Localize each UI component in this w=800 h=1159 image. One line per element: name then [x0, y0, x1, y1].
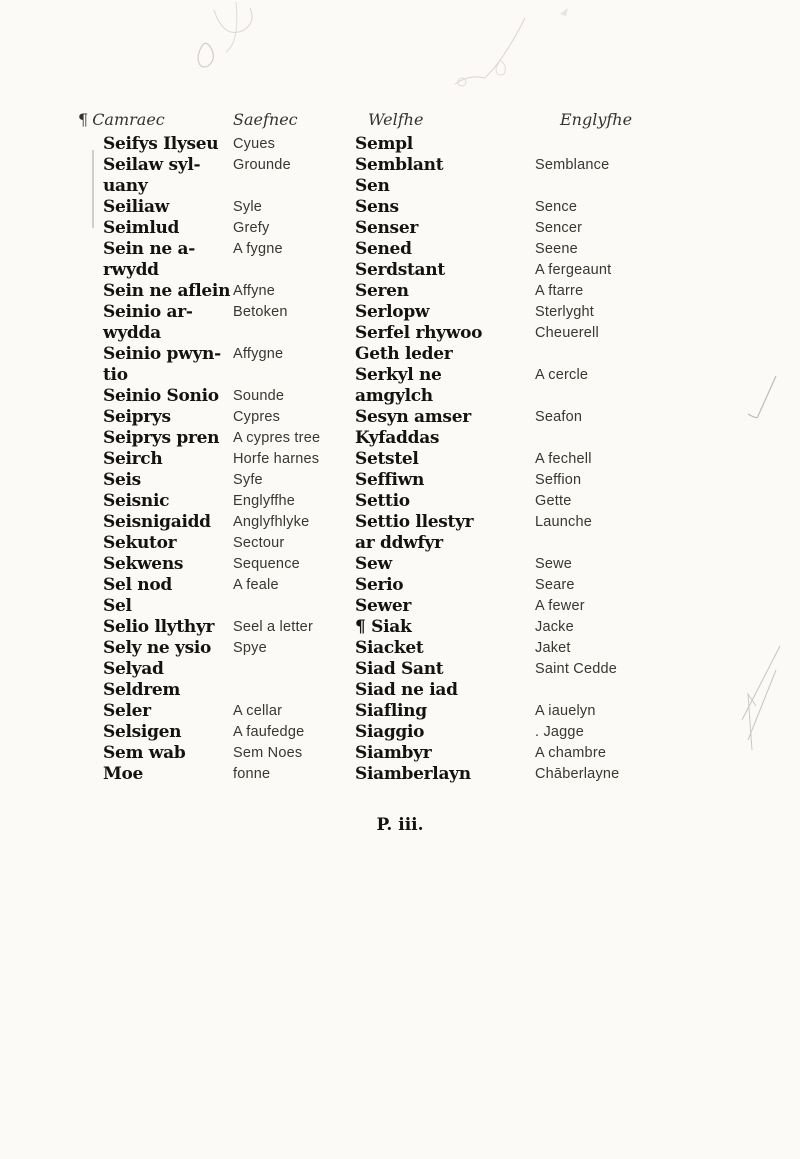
- table-row: [0, 491, 800, 512]
- welsh-term: Seirch: [103, 449, 163, 469]
- table-row: [0, 533, 800, 554]
- table-row: [0, 197, 800, 218]
- welsh-term-right: Sen: [355, 176, 390, 196]
- saxon-term: Seel a letter: [233, 619, 313, 635]
- welsh-term: Sekwens: [103, 554, 184, 574]
- welsh-term: Sel: [103, 596, 132, 616]
- welsh-term: Seilaw syl-: [103, 155, 201, 175]
- saxon-term: Cypres: [233, 409, 281, 425]
- saxon-term: Affyne: [233, 283, 276, 299]
- english-term: Seffion: [535, 472, 582, 488]
- welsh-term-right: Sens: [355, 197, 399, 217]
- table-row: [0, 659, 800, 680]
- english-term: Gette: [535, 493, 572, 509]
- welsh-term: Sein ne a-: [103, 239, 195, 259]
- english-term: A fechell: [535, 451, 592, 467]
- english-term: Sterlyght: [535, 304, 595, 320]
- table-row: [0, 575, 800, 596]
- column-headers: [0, 110, 800, 134]
- english-term: Chāberlayne: [535, 766, 620, 782]
- saxon-term: Cyues: [233, 136, 276, 152]
- saxon-term: Englyffhe: [233, 493, 295, 509]
- saxon-term: Spye: [233, 640, 267, 656]
- welsh-term-right: Siaggio: [355, 722, 425, 742]
- table-row: [0, 155, 800, 176]
- saxon-term: A fygne: [233, 241, 283, 257]
- welsh-term-right: Siad Sant: [355, 659, 444, 679]
- welsh-term-right: amgylch: [355, 386, 433, 406]
- page-signature: P. iii.: [376, 815, 424, 835]
- table-row: [0, 554, 800, 575]
- welsh-term-right: ¶ Siak: [355, 617, 412, 637]
- welsh-term-right: Serfel rhywoo: [355, 323, 483, 343]
- welsh-term: Selio llythyr: [103, 617, 215, 637]
- welsh-term-right: Siambyr: [355, 743, 432, 763]
- table-row: [0, 512, 800, 533]
- welsh-term-right: Semblant: [355, 155, 444, 175]
- welsh-term-right: Siamberlayn: [355, 764, 471, 784]
- welsh-term: Seisnigaidd: [103, 512, 211, 532]
- english-term: Seafon: [535, 409, 583, 425]
- table-row: [0, 281, 800, 302]
- welsh-term-right: Serdstant: [355, 260, 445, 280]
- saxon-term: A faufedge: [233, 724, 305, 740]
- english-term: Sencer: [535, 220, 583, 236]
- welsh-term-right: Sewer: [355, 596, 411, 616]
- table-row: [0, 680, 800, 701]
- welsh-term: Seis: [103, 470, 141, 490]
- welsh-term-right: Seren: [355, 281, 409, 301]
- table-row: [0, 134, 800, 155]
- english-term: Jaket: [535, 640, 571, 656]
- welsh-term-right: Siacket: [355, 638, 424, 658]
- table-row: [0, 407, 800, 428]
- welsh-term-right: Serkyl ne: [355, 365, 442, 385]
- table-row: [0, 638, 800, 659]
- english-term: Semblance: [535, 157, 610, 173]
- english-term: Saint Cedde: [535, 661, 618, 677]
- header-welsh-right: Welfhe: [368, 110, 424, 129]
- header-welsh-label: Camraec: [92, 110, 165, 129]
- welsh-term-right: Kyfaddas: [355, 428, 440, 448]
- welsh-term: Seimlud: [103, 218, 180, 238]
- welsh-term: Sein ne aflein: [103, 281, 231, 301]
- saxon-term: Affygne: [233, 346, 284, 362]
- table-row: [0, 344, 800, 365]
- welsh-term: Seinio pwyn-: [103, 344, 221, 364]
- saxon-term: Sem Noes: [233, 745, 303, 761]
- welsh-term: Sekutor: [103, 533, 177, 553]
- saxon-term: Grefy: [233, 220, 270, 236]
- table-row: [0, 617, 800, 638]
- saxon-term: A feale: [233, 577, 279, 593]
- english-term: Seene: [535, 241, 578, 257]
- welsh-term-right: Seffiwn: [355, 470, 425, 490]
- welsh-term-right: Setstel: [355, 449, 419, 469]
- welsh-term: Seiprys: [103, 407, 171, 427]
- table-row: [0, 260, 800, 281]
- saxon-term: Sequence: [233, 556, 300, 572]
- table-row: [0, 743, 800, 764]
- header-welsh: [78, 110, 165, 129]
- pilcrow-mark: ¶: [78, 110, 89, 129]
- english-term: Sence: [535, 199, 578, 215]
- table-row: [0, 176, 800, 197]
- table-row: [0, 764, 800, 785]
- welsh-term: Selyad: [103, 659, 164, 679]
- ink-stain-top: [0, 0, 800, 110]
- welsh-term-right: Siad ne iad: [355, 680, 458, 700]
- english-term: A ftarre: [535, 283, 584, 299]
- welsh-term: Sem wab: [103, 743, 186, 763]
- saxon-term: A cypres tree: [233, 430, 321, 446]
- welsh-term-right: Settio llestyr: [355, 512, 474, 532]
- english-term: A fergeaunt: [535, 262, 612, 278]
- welsh-term: tio: [103, 365, 128, 385]
- welsh-term-right: Serlopw: [355, 302, 430, 322]
- english-term: Sewe: [535, 556, 573, 572]
- table-row: [0, 365, 800, 386]
- table-row: [0, 239, 800, 260]
- english-term: Cheuerell: [535, 325, 599, 341]
- table-row: [0, 722, 800, 743]
- margin-pen-stroke-right: [740, 340, 800, 760]
- table-row: [0, 596, 800, 617]
- saxon-term: Sounde: [233, 388, 285, 404]
- english-term: Launche: [535, 514, 593, 530]
- table-row: [0, 218, 800, 239]
- welsh-term-right: Siafling: [355, 701, 427, 721]
- table-row: [0, 449, 800, 470]
- glossary-table: [0, 134, 800, 785]
- welsh-term-right: Sempl: [355, 134, 413, 154]
- table-row: [0, 470, 800, 491]
- saxon-term: Grounde: [233, 157, 291, 173]
- margin-rule-left: [90, 150, 100, 230]
- welsh-term: Moe: [103, 764, 144, 784]
- welsh-term-right: Geth leder: [355, 344, 453, 364]
- table-row: [0, 323, 800, 344]
- welsh-term-right: Sew: [355, 554, 392, 574]
- english-term: A iauelyn: [535, 703, 596, 719]
- welsh-term: Seler: [103, 701, 151, 721]
- header-english: Englyfhe: [560, 110, 633, 129]
- welsh-term: Sely ne ysio: [103, 638, 212, 658]
- english-term: Jacke: [535, 619, 574, 635]
- welsh-term-right: Sesyn amser: [355, 407, 471, 427]
- english-term: A cercle: [535, 367, 589, 383]
- welsh-term: Selsigen: [103, 722, 182, 742]
- welsh-term-right: Serio: [355, 575, 404, 595]
- welsh-term: Seinio Sonio: [103, 386, 219, 406]
- english-term: . Jagge: [535, 724, 584, 740]
- table-row: [0, 302, 800, 323]
- table-row: [0, 701, 800, 722]
- english-term: A chambre: [535, 745, 607, 761]
- welsh-term: Seisnic: [103, 491, 170, 511]
- english-term: Seare: [535, 577, 575, 593]
- welsh-term: Seldrem: [103, 680, 181, 700]
- header-saxon: Saefnec: [233, 110, 298, 129]
- welsh-term: wydda: [103, 323, 161, 343]
- welsh-term: Seiprys pren: [103, 428, 220, 448]
- table-row: [0, 386, 800, 407]
- table-row: [0, 428, 800, 449]
- saxon-term: Horfe harnes: [233, 451, 320, 467]
- welsh-term: Seiliaw: [103, 197, 170, 217]
- welsh-term: Seinio ar-: [103, 302, 193, 322]
- saxon-term: fonne: [233, 766, 271, 782]
- welsh-term: uany: [103, 176, 148, 196]
- saxon-term: Syfe: [233, 472, 263, 488]
- saxon-term: Syle: [233, 199, 263, 215]
- welsh-term-right: Senser: [355, 218, 418, 238]
- welsh-term-right: Sened: [355, 239, 412, 259]
- welsh-term-right: ar ddwfyr: [355, 533, 443, 553]
- english-term: A fewer: [535, 598, 585, 614]
- saxon-term: Sectour: [233, 535, 285, 551]
- saxon-term: Betoken: [233, 304, 288, 320]
- saxon-term: A cellar: [233, 703, 283, 719]
- welsh-term: Sel nod: [103, 575, 172, 595]
- welsh-term-right: Settio: [355, 491, 410, 511]
- saxon-term: Anglyfhlyke: [233, 514, 310, 530]
- welsh-term: Seifys Ilyseu: [103, 134, 219, 154]
- welsh-term: rwydd: [103, 260, 159, 280]
